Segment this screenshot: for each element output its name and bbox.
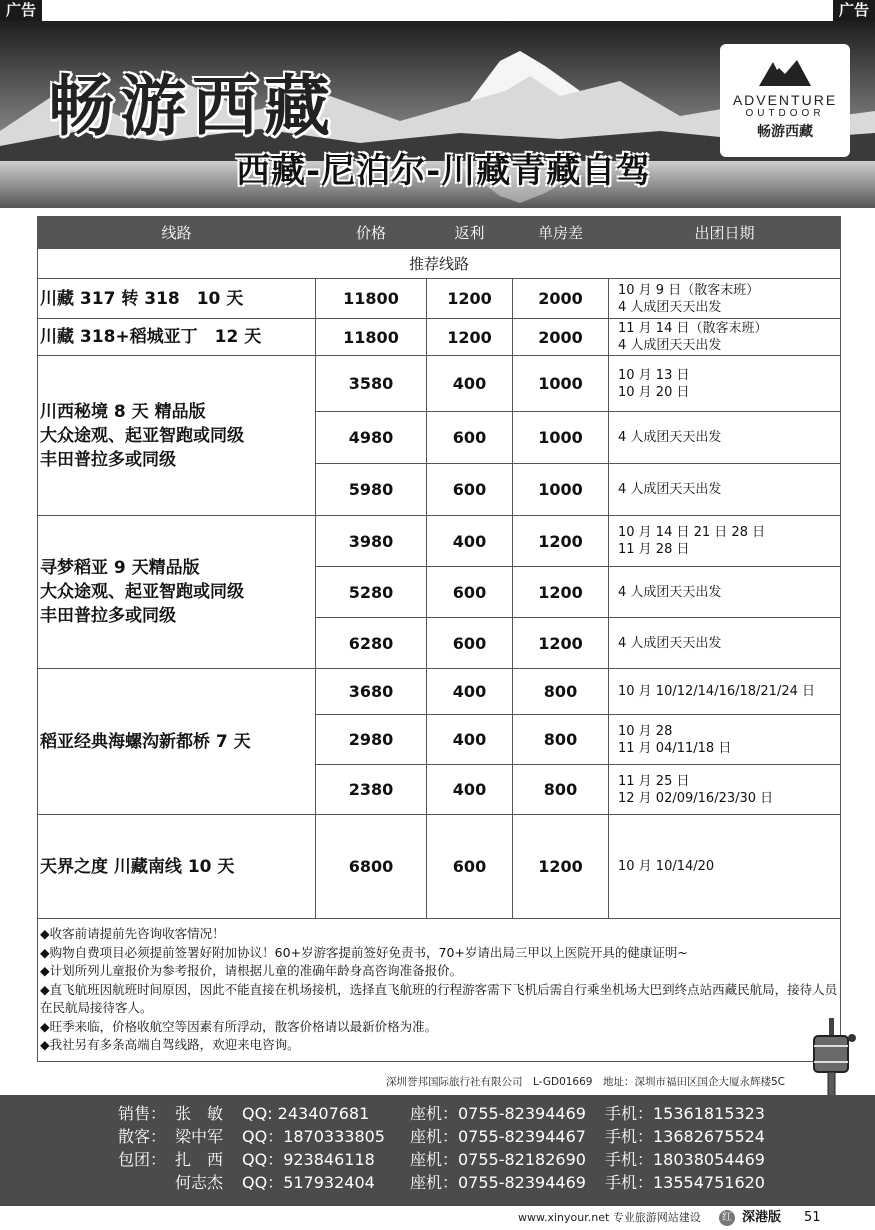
date-line: 4 人成团天天出发 (618, 482, 722, 497)
logo-name-en: ADVENTURE (732, 92, 838, 108)
single-supplement-cell: 2000 (513, 279, 609, 319)
single-supplement-cell: 1200 (513, 516, 609, 567)
route-name (38, 319, 316, 356)
contact-qq: QQ：1870333805 (242, 1127, 385, 1146)
date-line: 10 月 10/14/20 (618, 859, 715, 874)
departure-dates-cell (609, 567, 841, 618)
single-supplement-cell: 800 (513, 765, 609, 815)
rebate-cell: 1200 (427, 319, 513, 356)
contact-bar (0, 1095, 875, 1206)
footer-badge: 红 (719, 1210, 735, 1226)
notes-cell (38, 919, 841, 1062)
date-line: 11 月 14 日（散客末班） (618, 321, 768, 336)
departure-dates-cell (609, 815, 841, 919)
contact-name: 扎 西 (175, 1150, 224, 1169)
rebate-cell: 400 (427, 516, 513, 567)
rebate-cell: 600 (427, 815, 513, 919)
note-line: ◆计划所列儿童报价为参考报价，请根据儿童的准确年龄身高咨询准备报价。 (40, 963, 463, 978)
contact-role: 包团： (118, 1150, 167, 1169)
route-line: 丰田普拉多或同级 (40, 449, 176, 470)
price-cell: 4980 (316, 412, 427, 464)
banner (0, 21, 875, 208)
route-line: 川藏 317 转 318 10 天 (40, 288, 244, 309)
note-line: ◆购物自费项目必须提前签署好附加协议！60+岁游客提前签好免责书，70+岁请出局三甲以上医院开具的健康证明~ (40, 944, 688, 960)
route-line: 川藏 318+稻城亚丁 12 天 (40, 327, 262, 347)
route-name (38, 815, 316, 919)
route-name (38, 669, 316, 815)
agency-info (0, 1070, 875, 1094)
header-route: 线路 (38, 217, 316, 249)
route-name (38, 279, 316, 319)
route-name (38, 516, 316, 669)
rebate-cell: 600 (427, 412, 513, 464)
departure-dates-cell (609, 618, 841, 669)
agency-text: 深圳誉邦国际旅行社有限公司 L-GD01669 地址：深圳市福田区国企大厦永辉楼5C (386, 1076, 785, 1088)
contact-qq: QQ：517932404 (242, 1173, 375, 1192)
rebate-cell: 600 (427, 618, 513, 669)
price-cell: 11800 (316, 319, 427, 356)
route-line: 大众途观、起亚智跑或同级 (40, 425, 244, 446)
banner-title: 畅游西藏 (48, 67, 336, 145)
departure-dates-cell (609, 279, 841, 319)
contact-qq: QQ: 243407681 (242, 1104, 370, 1123)
contact-phone: 座机：0755-82394469 (410, 1104, 586, 1123)
contact-mobile: 手机：15361815323 (605, 1104, 765, 1123)
table-row (38, 356, 841, 412)
contact-mobile: 手机：13682675524 (605, 1127, 765, 1146)
route-line: 丰田普拉多或同级 (40, 606, 176, 626)
contact-role: 销售： (118, 1104, 167, 1123)
note-line: ◆收客前请提前先咨询收客情况！ (40, 926, 225, 941)
page-number: 51 (804, 1210, 821, 1225)
date-line: 11 月 04/11/18 日 (618, 740, 732, 756)
table-row (38, 669, 841, 715)
date-line: 10 月 9 日（散客末班） (618, 282, 760, 298)
contact-phone: 座机：0755-82182690 (410, 1150, 586, 1169)
table-row (38, 815, 841, 919)
price-cell: 5280 (316, 567, 427, 618)
date-line: 4 人成团天天出发 (618, 299, 722, 315)
adventure-logo (720, 44, 850, 157)
date-line: 10 月 13 日 (618, 367, 690, 383)
departure-dates-cell (609, 356, 841, 412)
route-line: 大众途观、起亚智跑或同级 (40, 582, 244, 602)
route-line: 川西秘境 8 天 精品版 (40, 401, 206, 422)
departure-dates-cell (609, 669, 841, 715)
table-row (38, 319, 841, 356)
header-single-supplement: 单房差 (513, 217, 609, 249)
contact-mobile: 手机：18038054469 (605, 1150, 765, 1169)
price-cell: 3980 (316, 516, 427, 567)
date-line: 4 人成团天天出发 (618, 635, 722, 651)
route-line: 天界之度 川藏南线 10 天 (40, 856, 235, 877)
ad-tag-left: 广告 (0, 0, 42, 21)
single-supplement-cell: 1200 (513, 618, 609, 669)
notes-row (38, 919, 841, 1062)
banner-subtitle: 西藏-尼泊尔-川藏青藏自驾 (236, 151, 652, 191)
departure-dates-cell (609, 715, 841, 765)
price-cell: 11800 (316, 279, 427, 319)
table-row (38, 516, 841, 567)
date-line: 11 月 25 日 (618, 773, 690, 789)
rebate-cell: 400 (427, 715, 513, 765)
departure-dates-cell (609, 412, 841, 464)
date-line: 12 月 02/09/16/23/30 日 (618, 790, 774, 806)
date-line: 10 月 14 日 21 日 28 日 (618, 525, 766, 540)
date-line: 4 人成团天天出发 (618, 584, 722, 600)
contact-row (0, 1125, 875, 1148)
single-supplement-cell: 1200 (513, 567, 609, 618)
departure-dates-cell (609, 464, 841, 516)
note-line: ◆直飞航班因航班时间原因，因此不能直接在机场接机，选择直飞航班的行程游客需下飞机后需自行乘坐机场大巴到终点站西藏民航局，接待人员在民航局接待客人。 (40, 981, 838, 1015)
price-cell: 5980 (316, 464, 427, 516)
ad-tag-right: 广告 (833, 0, 875, 21)
date-line: 4 人成团天天出发 (618, 430, 722, 445)
contact-row (0, 1148, 875, 1171)
departure-dates-cell (609, 765, 841, 815)
footer-edition: 深港版 (742, 1210, 782, 1225)
footer-site: www.xinyour.net 专业旅游网站建设 (518, 1211, 701, 1224)
rebate-cell: 400 (427, 356, 513, 412)
single-supplement-cell: 1200 (513, 815, 609, 919)
table-row (38, 279, 841, 319)
note-line: ◆旺季来临，价格收航空等因素有所浮动，散客价格请以最新价格为准。 (40, 1018, 438, 1034)
section-row (38, 249, 841, 279)
rebate-cell: 600 (427, 567, 513, 618)
contact-name: 梁中军 (175, 1127, 224, 1146)
price-cell: 2380 (316, 765, 427, 815)
header-rebate: 返利 (427, 217, 513, 249)
header-price: 价格 (316, 217, 427, 249)
route-price-table (37, 216, 841, 1062)
contact-role: 散客： (118, 1127, 167, 1146)
date-line: 10 月 28 (618, 723, 673, 739)
date-line: 4 人成团天天出发 (618, 338, 722, 353)
price-cell: 3680 (316, 669, 427, 715)
section-label: 推荐线路 (38, 249, 841, 279)
single-supplement-cell: 1000 (513, 464, 609, 516)
price-cell: 3580 (316, 356, 427, 412)
contact-phone: 座机：0755-82394467 (410, 1127, 586, 1146)
date-line: 11 月 28 日 (618, 542, 690, 557)
page-footer (0, 1206, 875, 1230)
contact-phone: 座机：0755-82394469 (410, 1173, 586, 1192)
table-header-row (38, 217, 841, 249)
rebate-cell: 400 (427, 765, 513, 815)
single-supplement-cell: 1000 (513, 356, 609, 412)
price-cell: 6280 (316, 618, 427, 669)
route-name (38, 356, 316, 516)
rebate-cell: 1200 (427, 279, 513, 319)
logo-sub-en: OUTDOOR (745, 108, 825, 119)
contact-mobile: 手机：13554751620 (605, 1173, 765, 1192)
route-line: 稻亚经典海螺沟新都桥 7 天 (40, 731, 251, 752)
date-line: 10 月 20 日 (618, 384, 690, 400)
single-supplement-cell: 800 (513, 669, 609, 715)
single-supplement-cell: 1000 (513, 412, 609, 464)
price-cell: 2980 (316, 715, 427, 765)
contact-name: 何志杰 (175, 1173, 224, 1192)
contact-row (0, 1102, 875, 1125)
mountain-logo-icon (759, 56, 811, 86)
single-supplement-cell: 2000 (513, 319, 609, 356)
note-line: ◆我社另有多条高端自驾线路，欢迎来电咨询。 (40, 1037, 300, 1052)
departure-dates-cell (609, 319, 841, 356)
departure-dates-cell (609, 516, 841, 567)
rebate-cell: 400 (427, 669, 513, 715)
contact-name: 张 敏 (175, 1104, 224, 1123)
route-line: 寻梦稻亚 9 天精品版 (40, 558, 200, 578)
price-cell: 6800 (316, 815, 427, 919)
contact-row (0, 1171, 875, 1194)
logo-name-cn: 畅游西藏 (757, 124, 813, 140)
date-line: 10 月 10/12/14/16/18/21/24 日 (618, 684, 816, 699)
single-supplement-cell: 800 (513, 715, 609, 765)
rebate-cell: 600 (427, 464, 513, 516)
contact-qq: QQ：923846118 (242, 1150, 375, 1169)
header-departure-dates: 出团日期 (609, 217, 841, 249)
